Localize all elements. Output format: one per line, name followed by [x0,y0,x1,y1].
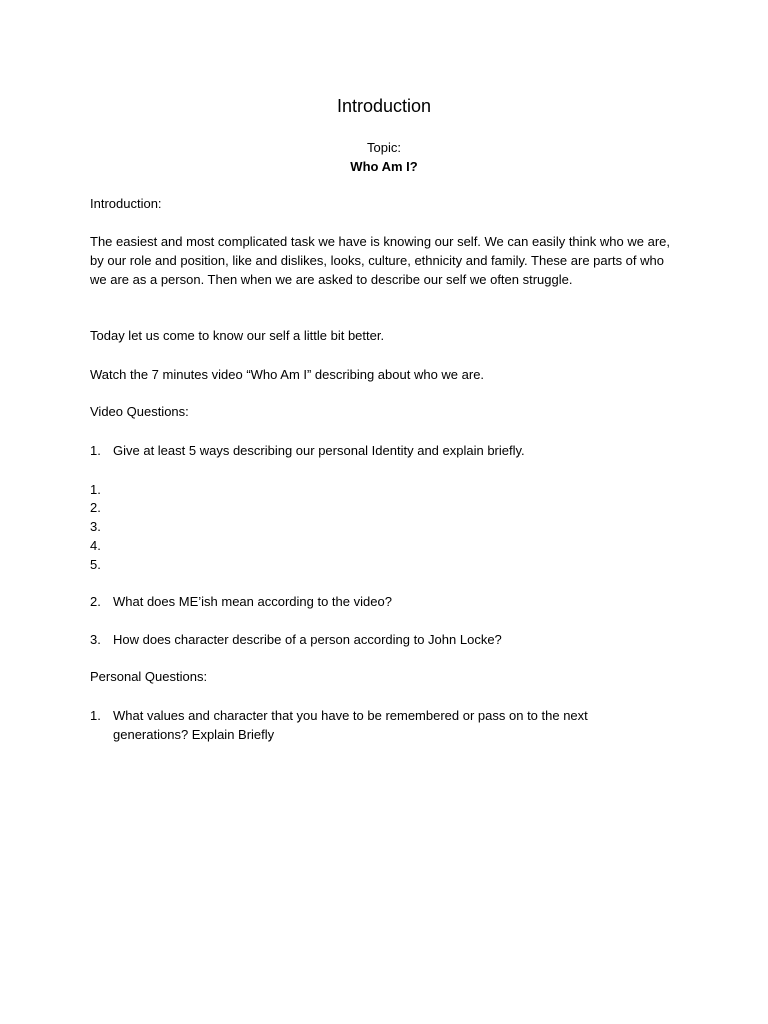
answer-blank-4: 4. [90,538,101,553]
personal-question-1-number: 1. [90,708,101,723]
personal-questions-heading: Personal Questions: [90,669,208,684]
answer-blank-5: 5. [90,557,101,572]
page-title: Introduction [336,96,432,116]
topic-value: Who Am I? [350,159,418,174]
intro-paragraph: The easiest and most complicated task we have is knowing our self. We can easily think who we are, by our role and position, like and dislikes, looks, culture, ethnicity and family. These are parts of who we are as a person. Then when we are asked to describe our self we often struggle. [90,234,670,287]
video-questions-heading: Video Questions: [90,404,189,419]
today-line: Today let us come to know our self a little bit better. [90,328,385,343]
answer-blank-3: 3. [90,519,101,534]
topic-label: Topic: [367,140,401,155]
video-question-2-number: 2. [90,594,101,609]
video-question-1-text: Give at least 5 ways describing our personal Identity and explain briefly. [113,443,525,458]
video-question-1-number: 1. [90,443,101,458]
video-question-3-number: 3. [90,632,101,647]
intro-heading: Introduction: [90,196,162,211]
video-question-3-text: How does character describe of a person according to John Locke? [113,632,502,647]
answer-blank-2: 2. [90,500,101,515]
personal-question-1-text: What values and character that you have to be remembered or pass on to the next generations? Explain Briefly [113,708,588,742]
watch-line: Watch the 7 minutes video “Who Am I” describing about who we are. [90,367,485,382]
video-question-2-text: What does ME’ish mean according to the video? [113,594,392,609]
answer-blank-1: 1. [90,482,101,497]
